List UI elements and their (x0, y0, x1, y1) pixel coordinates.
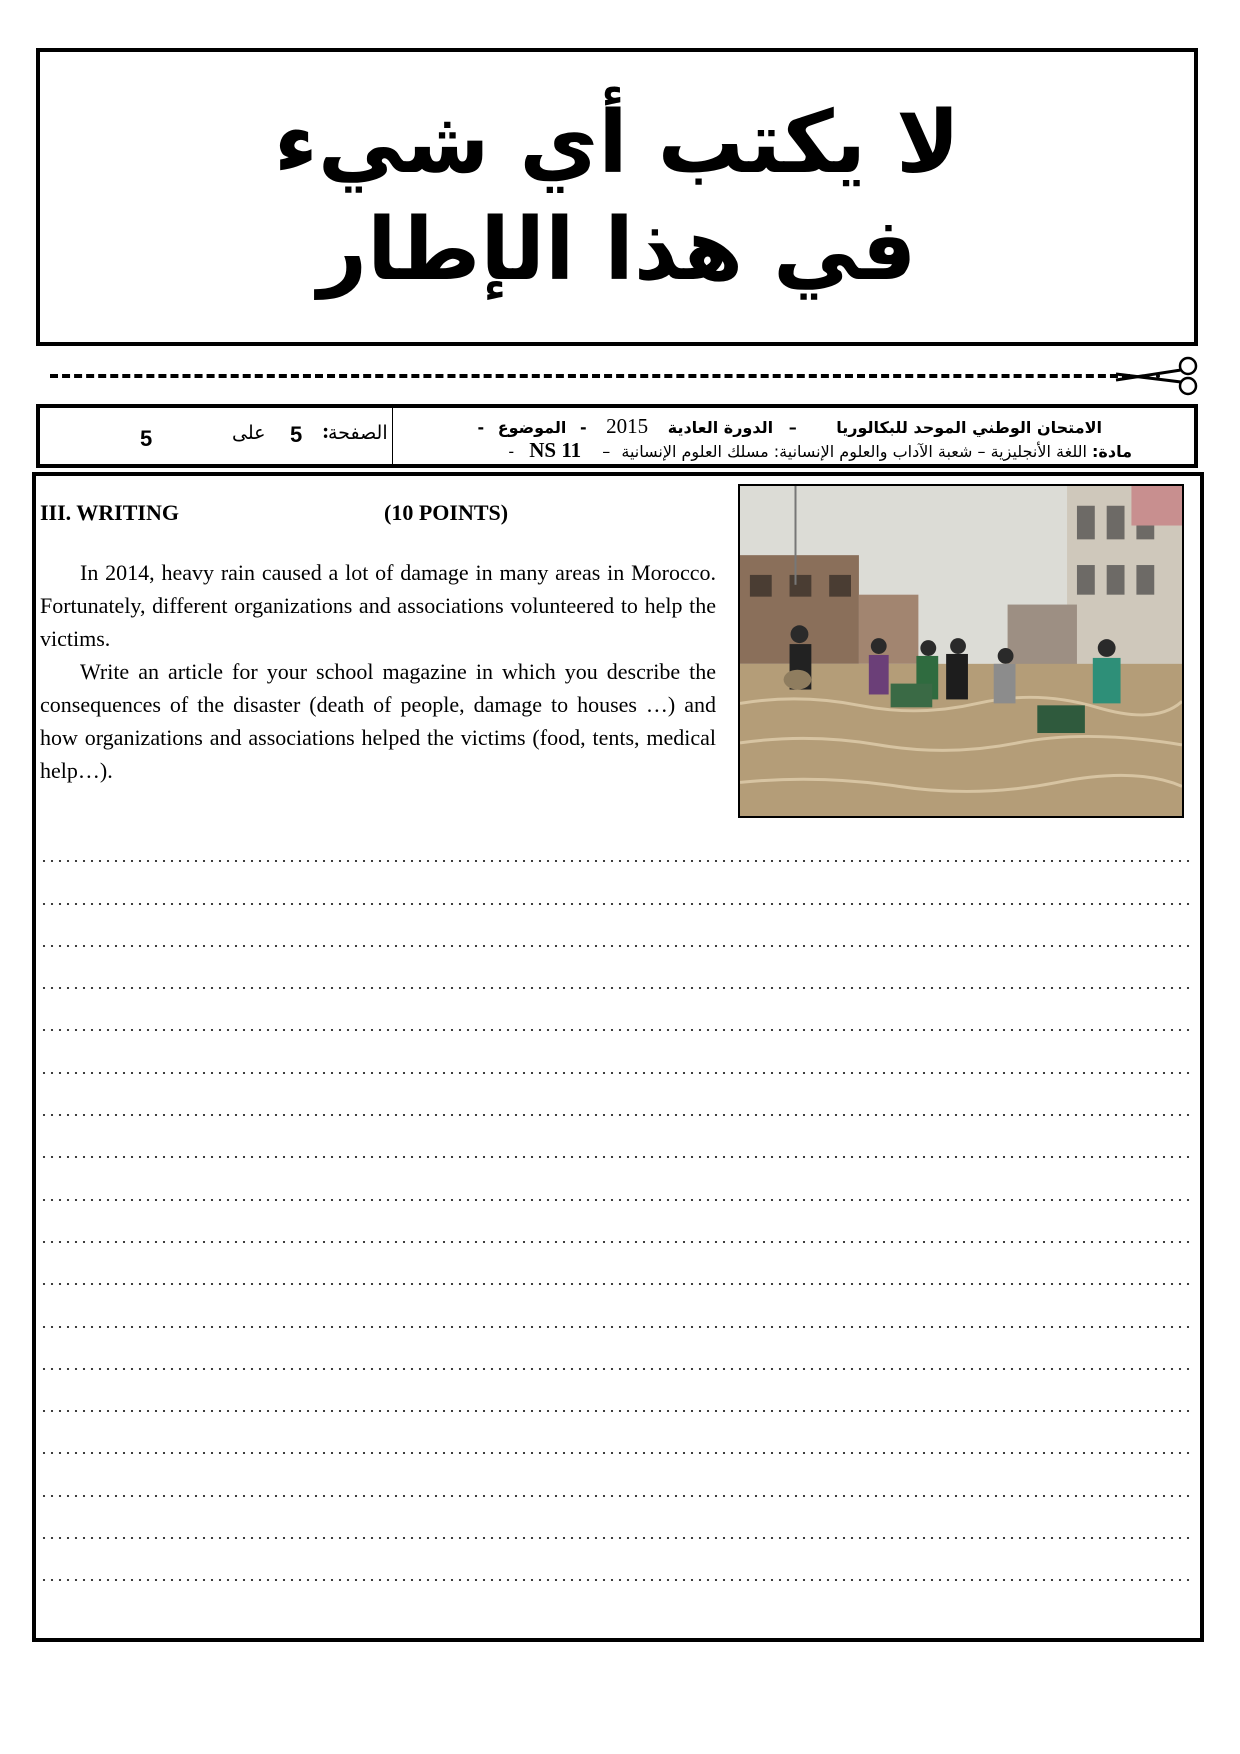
answer-line[interactable] (40, 1382, 1190, 1424)
separator: - (579, 418, 587, 437)
answer-line[interactable] (40, 832, 1190, 874)
prompt-paragraph-1: In 2014, heavy rain caused a lot of damage in many areas in Morocco. Fortunately, different organizations and associations volunteered to help the victims. (40, 560, 716, 651)
session: الدورة العادية (667, 418, 774, 437)
answer-line[interactable] (40, 874, 1190, 916)
prompt-paragraph-2: Write an article for your school magazine in which you describe the consequences of the disaster (death of people, damage to houses …) and how organizations and associations helped the victims (food, tents, medical help…). (40, 659, 716, 783)
exam-title: الامتحان الوطني الموحد للبكالوريا (836, 418, 1102, 437)
exam-title-row (477, 414, 1102, 439)
of-label: على (232, 422, 266, 444)
answer-line[interactable] (40, 1466, 1190, 1508)
separator: - (477, 418, 485, 437)
answer-line[interactable] (40, 1297, 1190, 1339)
writing-prompt (40, 556, 716, 787)
answer-line[interactable] (40, 1424, 1190, 1466)
answer-line[interactable] (40, 1340, 1190, 1382)
subject-word: الموضوع (497, 418, 567, 437)
frame-text-line2: في هذا الإطار (317, 200, 917, 300)
answer-line[interactable] (40, 1213, 1190, 1255)
frame-text-line1: لا يكتب أي شيء (273, 92, 961, 193)
answer-line[interactable] (40, 959, 1190, 1001)
answer-line[interactable] (40, 1128, 1190, 1170)
answer-line[interactable] (40, 1255, 1190, 1297)
separator: - (508, 442, 515, 461)
answer-line[interactable] (40, 1043, 1190, 1085)
do-not-write-frame (36, 48, 1198, 346)
separator: – (788, 418, 797, 437)
answer-lines (40, 832, 1190, 1593)
page-colon: : (322, 418, 330, 443)
answer-line[interactable] (40, 1509, 1190, 1551)
separator: – (602, 442, 611, 461)
answer-line[interactable] (40, 1170, 1190, 1212)
header-divider (392, 408, 393, 464)
subject-label: مادة: (1092, 442, 1132, 461)
section-points: (10 POINTS) (384, 500, 509, 525)
subject: اللغة الأنجليزية – شعبة الآداب والعلوم الإنسانية: مسلك العلوم الإنسانية (621, 442, 1087, 461)
page-total: 5 (140, 426, 153, 451)
section-title: III. WRITING (40, 500, 179, 525)
exam-year: 2015 (606, 414, 649, 438)
page-label: الصفحة (328, 422, 388, 444)
page-number: 5 (290, 422, 303, 447)
answer-line[interactable] (40, 1086, 1190, 1128)
answer-line[interactable] (40, 917, 1190, 959)
cut-line (50, 374, 1130, 378)
answer-line[interactable] (40, 1551, 1190, 1593)
flood-photo (738, 484, 1184, 818)
subject-row (508, 438, 1132, 463)
exam-header (36, 404, 1198, 468)
exam-code: NS 11 (529, 438, 582, 462)
scissors-icon (1114, 356, 1200, 396)
answer-line[interactable] (40, 1001, 1190, 1043)
